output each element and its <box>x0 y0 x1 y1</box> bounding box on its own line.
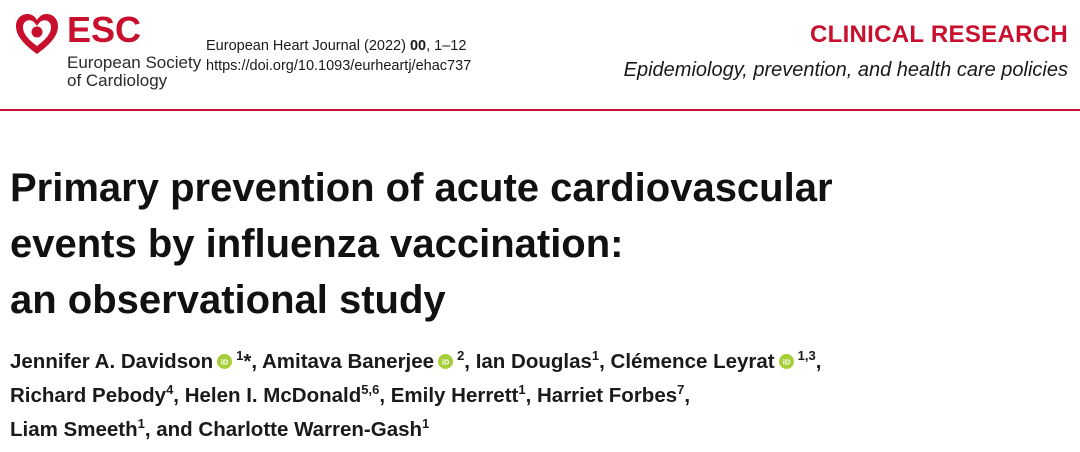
author-name[interactable]: Clémence Leyrat <box>610 350 775 373</box>
author-name[interactable]: and Charlotte Warren-Gash <box>156 418 423 441</box>
doi-link[interactable]: https://doi.org/10.1093/eurheartj/ehac737 <box>206 58 472 74</box>
title-line: an observational study <box>10 278 446 322</box>
journal-citation <box>206 37 466 55</box>
svg-text:iD: iD <box>441 357 450 367</box>
title-line: events by influenza vaccination: <box>10 222 624 266</box>
subsection-label: Epidemiology, prevention, and health care policies <box>623 59 1068 81</box>
esc-heart-logo-icon <box>12 10 62 60</box>
author-separator: , <box>684 384 691 407</box>
affiliation-marker[interactable]: 2 <box>457 348 465 364</box>
author-separator: , <box>525 384 537 407</box>
author-separator: , <box>173 384 185 407</box>
journal-volume: 00 <box>409 38 427 54</box>
author-name[interactable]: Harriet Forbes <box>537 384 678 407</box>
orcid-icon[interactable] <box>217 354 232 369</box>
orcid-icon[interactable] <box>438 354 453 369</box>
affiliation-marker[interactable]: 7 <box>677 382 685 398</box>
affiliation-marker[interactable]: 1 <box>518 382 526 398</box>
affiliation-marker[interactable]: 1,3 <box>797 348 816 364</box>
author-name[interactable]: Helen I. McDonald <box>184 384 362 407</box>
affiliation-marker[interactable]: 4 <box>166 382 174 398</box>
journal-name: European Heart Journal (2022) <box>206 38 410 54</box>
orcid-icon[interactable] <box>779 354 794 369</box>
brand-name: ESC <box>67 9 142 50</box>
article-header <box>0 0 1080 100</box>
author-name[interactable]: Jennifer A. Davidson <box>10 350 214 373</box>
title-line: Primary prevention of acute cardiovascular <box>10 166 833 210</box>
author-line <box>10 379 1075 413</box>
svg-text:iD: iD <box>220 357 229 367</box>
author-line <box>10 413 1075 447</box>
author-name[interactable]: Richard Pebody <box>10 384 167 407</box>
author-name[interactable]: Amitava Banerjee <box>262 350 435 373</box>
author-line <box>10 345 1075 379</box>
author-name[interactable]: Ian Douglas <box>475 350 592 373</box>
author-list <box>10 345 1075 447</box>
section-label: CLINICAL RESEARCH <box>809 21 1068 48</box>
journal-pages: , 1–12 <box>426 38 467 54</box>
society-line-1: European Society <box>67 53 202 72</box>
affiliation-marker[interactable]: 1 <box>137 416 145 432</box>
affiliation-marker[interactable]: 5,6 <box>361 382 380 398</box>
header-divider <box>0 109 1080 111</box>
author-separator: *, <box>243 350 262 373</box>
author-separator: , <box>379 384 391 407</box>
society-line-2: of Cardiology <box>67 71 168 90</box>
author-name[interactable]: Emily Herrett <box>390 384 519 407</box>
author-separator: , <box>599 350 611 373</box>
author-separator: , <box>815 350 822 373</box>
affiliation-marker[interactable]: 1 <box>591 348 600 364</box>
affiliation-marker[interactable]: 1 <box>236 348 244 364</box>
affiliation-marker[interactable]: 1 <box>422 416 430 432</box>
author-separator: , <box>144 418 157 441</box>
article-title <box>10 160 1070 328</box>
author-separator: , <box>464 350 476 373</box>
author-name[interactable]: Liam Smeeth <box>10 418 138 441</box>
svg-text:iD: iD <box>782 357 790 367</box>
